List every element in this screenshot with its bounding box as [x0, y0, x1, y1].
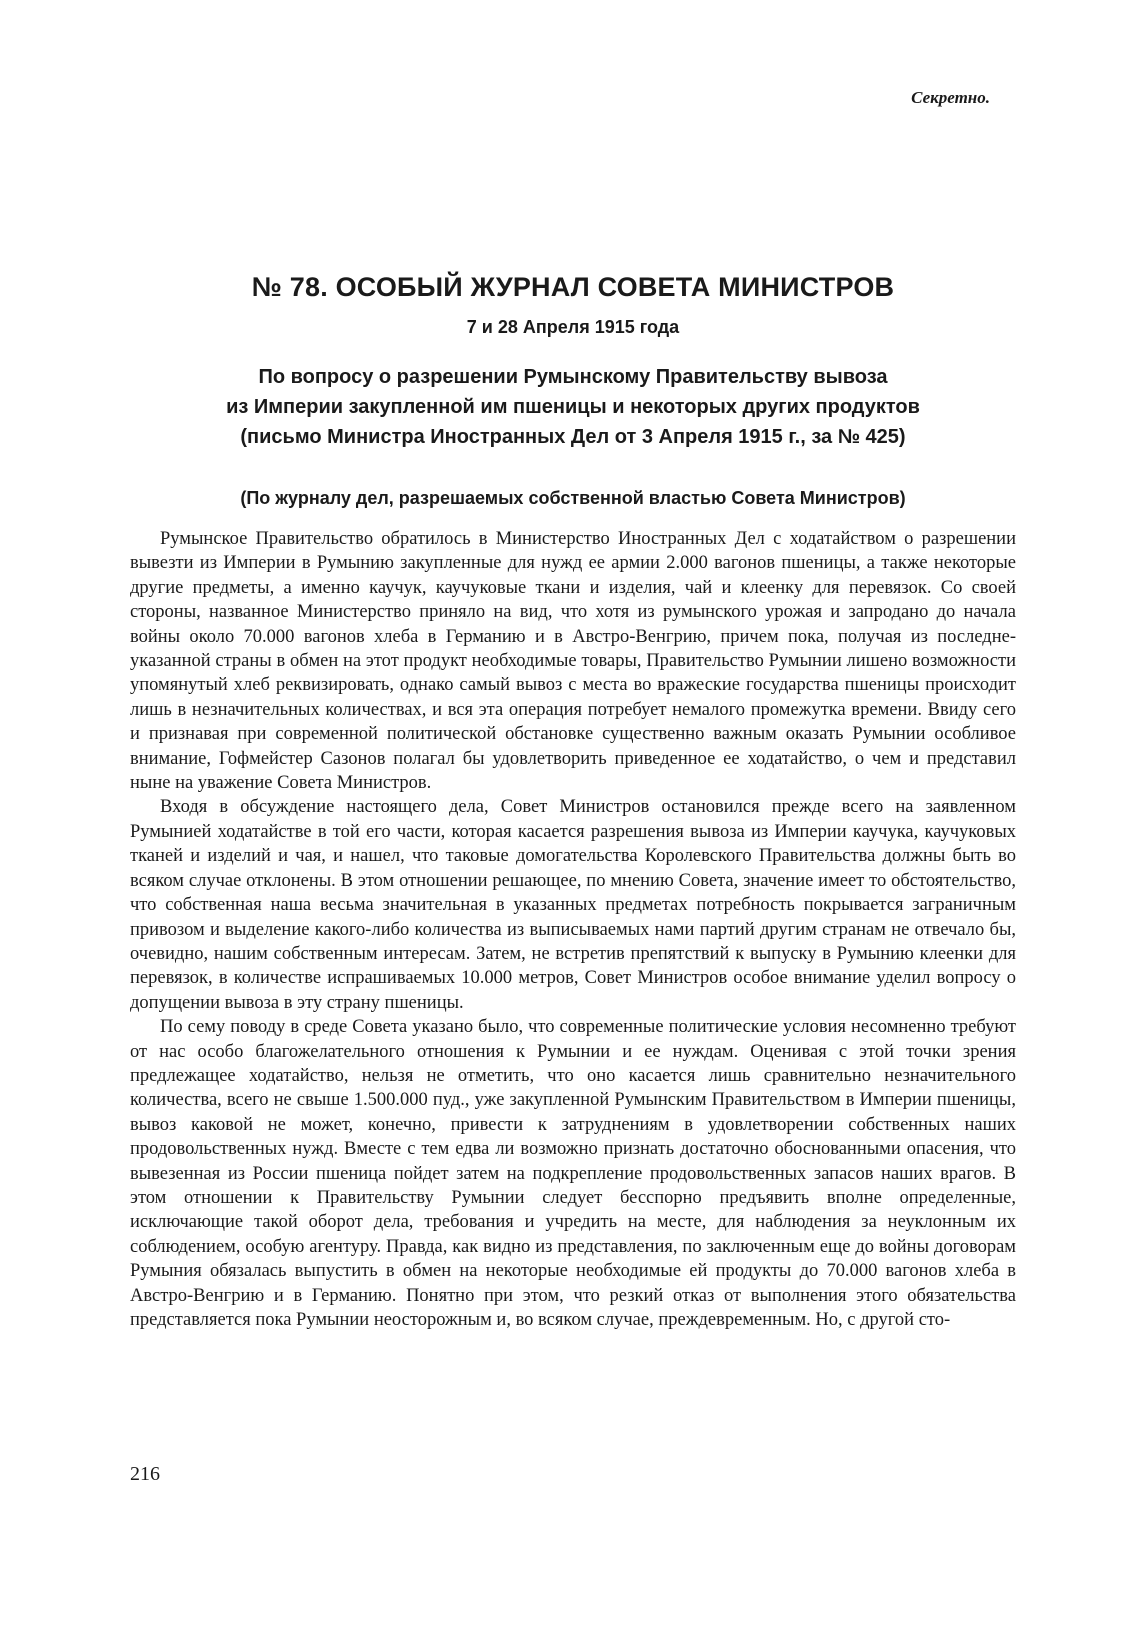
journal-note: (По журналу дел, разрешаемых собственной властью Совета Министров) [240, 488, 906, 508]
body-paragraph: Румынское Правительство обратилось в Министерство Иностранных Дел с ходатайством о разрешении вывезти из Империи в Румынию закупленные для нужд ее армии 2.000 вагонов пшеницы, а также некоторые другие предметы, а именно каучук, каучуковые ткани и изделия, чай и клеенку для перевязок. Со своей стороны, названное Министерство приняло на вид, что хотя из румынского урожая и запродано до начала войны около 70.000 вагонов хлеба в Германию и в Австро-Венгрию, причем пока, получая из последне-указанной страны в обмен на этот продукт необходимые товары, Правительство Румынии лишено возможности упомянутый хлеб реквизировать, однако самый вывоз с места во вражеские государства пшеницы происходит лишь в незначительных количествах, и вся эта операция потребует немалого промежутка времени. Ввиду сего и признавая при современной политической обстановке существенно важным оказать Румынии особливое внимание, Гофмейстер Сазонов полагал бы удовлетворить приведенное ее ходатайство, о чем и представил ныне на уважение Совета Министров. [130, 529, 1016, 794]
document-subject [130, 362, 1016, 452]
page-number: 216 [130, 1463, 160, 1485]
subject-line: По вопросу о разрешении Румынскому Правительству вывоза [258, 366, 888, 388]
document-date: 7 и 28 Апреля 1915 года [466, 317, 680, 337]
classification-mark: Секретно. [911, 88, 990, 107]
body-paragraph: Входя в обсуждение настоящего дела, Совет Министров остановился прежде всего на заявленном Румынией ходатайстве в той его части, которая касается разрешения вывоза из Империи каучука, каучуковых тканей и изделий и чая, и нашел, что таковые домогательства Королевского Правительства должны быть во всяком случае отклонены. В этом отношении решающее, по мнению Совета, значение имеет то обстоятельство, что собственная наша весьма значительная в указанных предметах потребность покрывается заграничным привозом и выделение какого-либо количества из выписываемых нами партий другим странам не отвечало бы, очевидно, нашим собственным интересам. Затем, не встретив препятствий к выпуску в Румынию клеенки для перевязок, в количестве испрашиваемых 10.000 метров, Совет Министров особое внимание уделил вопросу о допущении вывоза в эту страну пшеницы. [130, 797, 1016, 1013]
document-body [130, 527, 1016, 1332]
body-paragraph: По сему поводу в среде Совета указано было, что современные политические условия несомненно требуют от нас особо благожелательного отношения к Румынии и ее нуждам. Оценивая с этой точки зрения предлежащее ходатайство, нельзя не отметить, что оно касается лишь сравнительно незначительного количества, всего не свыше 1.500.000 пуд., уже закупленной Румынским Правительством в Империи пшеницы, вывоз каковой не может, конечно, привести к затруднениям в удовлетворении собственных наших продовольственных нужд. Вместе с тем едва ли возможно признать достаточно обоснованными опасения, что вывезенная из России пшеница пойдет затем на подкрепление продовольственных запасов наших врагов. В этом отношении к Правительству Румынии следует бесспорно предъявить вполне определенные, исключающие такой оборот дела, требования и учредить на месте, для наблюдения за неуклонным их соблюдением, особую агентуру. Правда, как видно из представления, по заключенным еще до войны договорам Румыния обязалась выпустить в обмен на некоторые необходимые ей продукты до 70.000 вагонов хлеба в Австро-Венгрию и в Германию. Понятно при этом, что резкий отказ от выполнения этого обязательства представляется пока Румынии неосторожным и, во всяком случае, преждевременным. Но, с другой сто- [130, 1017, 1016, 1330]
subject-line: из Империи закупленной им пшеницы и некоторых других продуктов [226, 396, 920, 418]
document-header [130, 272, 1016, 509]
subject-line: (письмо Министра Иностранных Дел от 3 Апреля 1915 г., за № 425) [240, 426, 906, 448]
document-title: № 78. ОСОБЫЙ ЖУРНАЛ СОВЕТА МИНИСТРОВ [251, 272, 895, 302]
